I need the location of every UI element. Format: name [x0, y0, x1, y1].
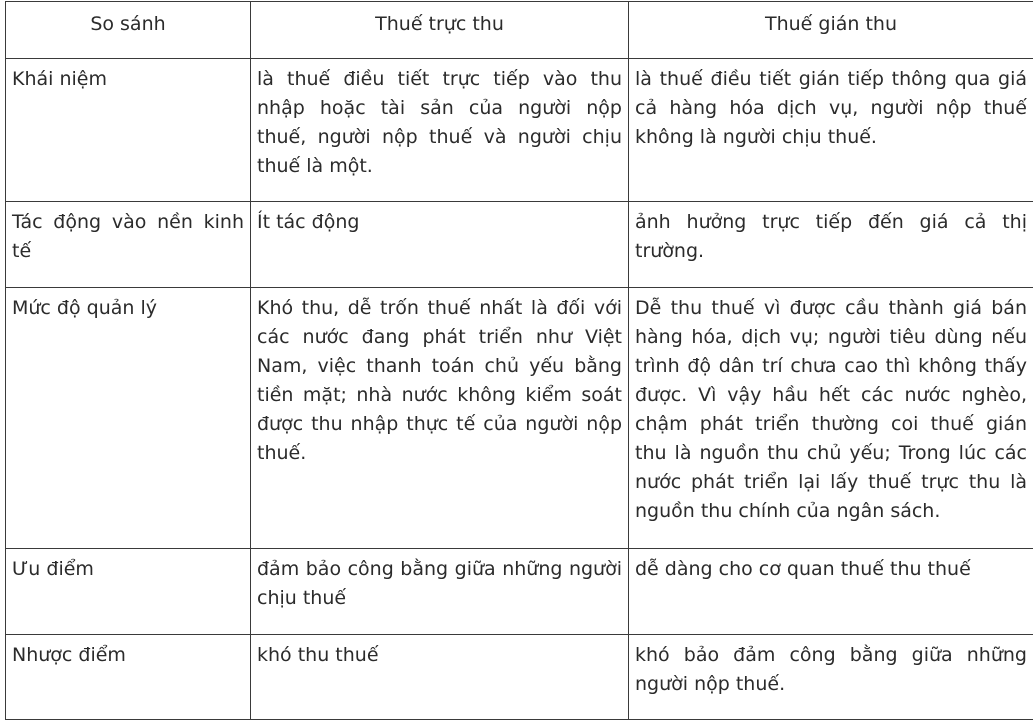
row-criterion: Mức độ quản lý	[6, 288, 251, 549]
direct-tax-cell: Ít tác động	[251, 202, 629, 288]
comparison-table	[5, 1, 1033, 720]
direct-tax-cell: là thuế điều tiết trực tiếp vào thu nhập hoặc tài sản của người nộp thuế, người nộp thuế và người chịu thuế là một.	[251, 59, 629, 202]
header-row	[6, 2, 1033, 59]
indirect-tax-cell: khó bảo đảm công bằng giữa những người nộp thuế.	[629, 635, 1033, 720]
indirect-tax-cell: Dễ thu thuế vì được cầu thành giá bán hàng hóa, dịch vụ; người tiêu dùng nếu trình độ dân trí chưa cao thì không thấy được. Vì vậy hầu hết các nước nghèo, chậm phát triển thường coi thuế gián thu là nguồn thu chủ yếu; Trong lúc các nước phát triển lại lấy thuế trực thu là nguồn thu chính của ngân sách.	[629, 288, 1033, 549]
row-criterion: Tác động vào nền kinh tế	[6, 202, 251, 288]
row-criterion: Khái niệm	[6, 59, 251, 202]
table-row	[6, 635, 1033, 720]
table-row	[6, 202, 1033, 288]
table-row	[6, 59, 1033, 202]
direct-tax-cell: khó thu thuế	[251, 635, 629, 720]
row-criterion: Nhược điểm	[6, 635, 251, 720]
direct-tax-cell: Khó thu, dễ trốn thuế nhất là đối với các nước đang phát triển như Việt Nam, việc thanh toán chủ yếu bằng tiền mặt; nhà nước không kiểm soát được thu nhập thực tế của người nộp thuế.	[251, 288, 629, 549]
indirect-tax-cell: ảnh hưởng trực tiếp đến giá cả thị trường.	[629, 202, 1033, 288]
row-criterion: Ưu điểm	[6, 549, 251, 635]
header-indirect-tax: Thuế gián thu	[629, 2, 1033, 59]
header-criterion: So sánh	[6, 2, 251, 59]
table-row	[6, 549, 1033, 635]
table-row	[6, 288, 1033, 549]
indirect-tax-cell: là thuế điều tiết gián tiếp thông qua giá cả hàng hóa dịch vụ, người nộp thuế không là người chịu thuế.	[629, 59, 1033, 202]
direct-tax-cell: đảm bảo công bằng giữa những người chịu thuế	[251, 549, 629, 635]
header-direct-tax: Thuế trực thu	[251, 2, 629, 59]
indirect-tax-cell: dễ dàng cho cơ quan thuế thu thuế	[629, 549, 1033, 635]
